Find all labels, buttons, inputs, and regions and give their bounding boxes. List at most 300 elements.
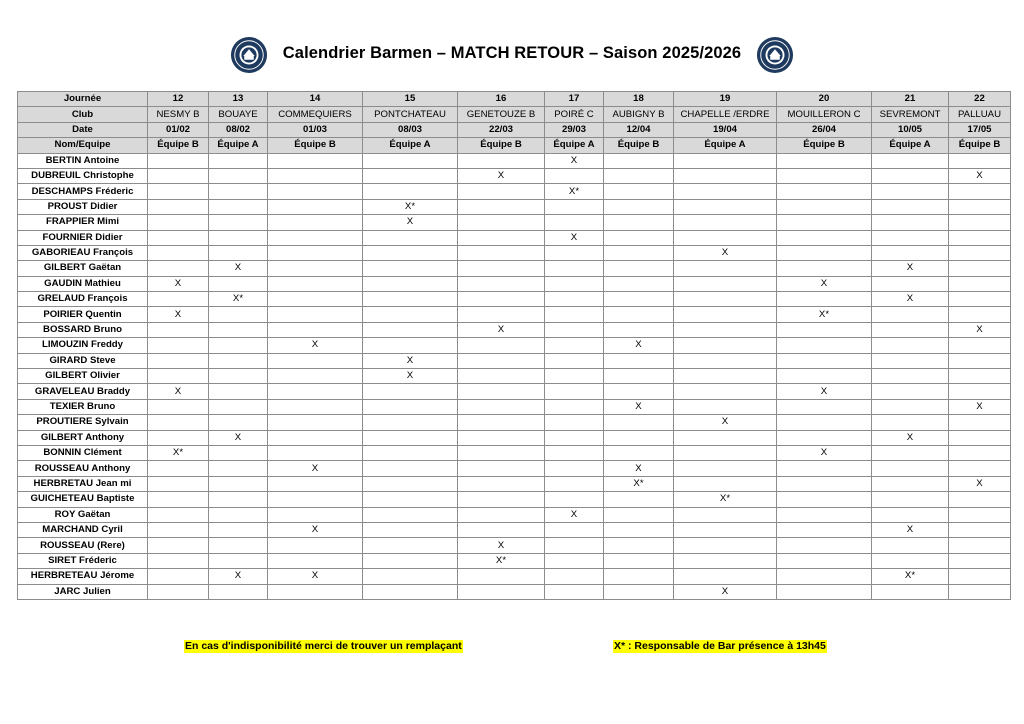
table-row xyxy=(18,492,1011,507)
assignment-cell xyxy=(777,230,872,245)
assignment-cell: X xyxy=(545,507,604,522)
assignment-cell xyxy=(268,399,363,414)
person-name: HERBRETAU Jean mi xyxy=(18,476,148,491)
assignment-cell xyxy=(777,584,872,599)
assignment-cell xyxy=(545,522,604,537)
assignment-cell xyxy=(949,461,1011,476)
assignment-cell xyxy=(949,522,1011,537)
assignment-cell xyxy=(209,276,268,291)
assignment-cell xyxy=(363,584,458,599)
assignment-cell xyxy=(363,461,458,476)
assignment-cell xyxy=(777,538,872,553)
assignment-cell xyxy=(363,292,458,307)
assignment-cell xyxy=(148,369,209,384)
match-date: 10/05 xyxy=(872,122,949,137)
assignment-cell xyxy=(949,153,1011,168)
assignment-cell xyxy=(268,369,363,384)
assignment-cell xyxy=(777,199,872,214)
assignment-cell xyxy=(949,538,1011,553)
assignment-cell: X* xyxy=(674,492,777,507)
assignment-cell xyxy=(458,338,545,353)
assignment-cell xyxy=(674,399,777,414)
assignment-cell xyxy=(209,153,268,168)
assignment-cell xyxy=(604,168,674,183)
assignment-cell xyxy=(949,353,1011,368)
assignment-cell xyxy=(148,430,209,445)
table-row xyxy=(18,415,1011,430)
club-name: COMMEQUIERS xyxy=(268,107,363,122)
assignment-cell xyxy=(604,430,674,445)
assignment-cell xyxy=(949,369,1011,384)
assignment-cell xyxy=(268,553,363,568)
assignment-cell xyxy=(545,353,604,368)
assignment-cell xyxy=(363,307,458,322)
assignment-cell: X xyxy=(777,384,872,399)
person-name: FRAPPIER Mimi xyxy=(18,215,148,230)
assignment-cell xyxy=(458,184,545,199)
assignment-cell xyxy=(268,199,363,214)
assignment-cell xyxy=(268,184,363,199)
assignment-cell xyxy=(268,492,363,507)
assignment-cell xyxy=(148,507,209,522)
match-date: 01/03 xyxy=(268,122,363,137)
assignment-cell: X xyxy=(777,445,872,460)
assignment-cell xyxy=(545,307,604,322)
assignment-cell xyxy=(148,153,209,168)
assignment-cell xyxy=(949,569,1011,584)
assignment-cell xyxy=(604,153,674,168)
table-row xyxy=(18,168,1011,183)
schedule-table xyxy=(17,91,1011,600)
person-name: ROUSSEAU (Rere) xyxy=(18,538,148,553)
assignment-cell xyxy=(458,230,545,245)
assignment-cell: X xyxy=(545,153,604,168)
assignment-cell xyxy=(363,476,458,491)
assignment-cell xyxy=(949,199,1011,214)
assignment-cell xyxy=(604,492,674,507)
team-label: Équipe B xyxy=(949,138,1011,153)
club-name: SEVREMONT xyxy=(872,107,949,122)
club-name: POIRÉ C xyxy=(545,107,604,122)
assignment-cell xyxy=(209,553,268,568)
person-name: PROUST Didier xyxy=(18,199,148,214)
assignment-cell xyxy=(268,584,363,599)
table-row xyxy=(18,184,1011,199)
assignment-cell xyxy=(363,492,458,507)
assignment-cell xyxy=(674,522,777,537)
assignment-cell xyxy=(268,507,363,522)
match-date: 26/04 xyxy=(777,122,872,137)
assignment-cell xyxy=(268,476,363,491)
assignment-cell xyxy=(872,168,949,183)
assignment-cell xyxy=(949,338,1011,353)
assignment-cell xyxy=(604,184,674,199)
assignment-cell xyxy=(545,245,604,260)
table-row xyxy=(18,461,1011,476)
assignment-cell xyxy=(872,353,949,368)
assignment-cell xyxy=(268,415,363,430)
assignment-cell: X xyxy=(674,245,777,260)
assignment-cell xyxy=(949,292,1011,307)
assignment-cell xyxy=(458,461,545,476)
person-name: DUBREUIL Christophe xyxy=(18,168,148,183)
assignment-cell xyxy=(777,476,872,491)
assignment-cell xyxy=(674,384,777,399)
assignment-cell xyxy=(872,476,949,491)
match-date: 22/03 xyxy=(458,122,545,137)
assignment-cell xyxy=(458,522,545,537)
assignment-cell: X* xyxy=(545,184,604,199)
assignment-cell xyxy=(268,153,363,168)
assignment-cell xyxy=(777,261,872,276)
assignment-cell xyxy=(674,538,777,553)
assignment-cell: X xyxy=(872,292,949,307)
table-row xyxy=(18,276,1011,291)
club-name: CHAPELLE /ERDRE xyxy=(674,107,777,122)
assignment-cell xyxy=(604,538,674,553)
assignment-cell xyxy=(148,168,209,183)
assignment-cell xyxy=(545,384,604,399)
club-name: AUBIGNY B xyxy=(604,107,674,122)
assignment-cell xyxy=(949,415,1011,430)
assignment-cell: X xyxy=(148,307,209,322)
assignment-cell: X xyxy=(949,168,1011,183)
assignment-cell xyxy=(209,538,268,553)
assignment-cell xyxy=(604,384,674,399)
table-row xyxy=(18,522,1011,537)
table-row xyxy=(18,538,1011,553)
assignment-cell xyxy=(674,168,777,183)
assignment-cell: X xyxy=(872,261,949,276)
journee-number: 21 xyxy=(872,92,949,107)
assignment-cell xyxy=(872,553,949,568)
person-name: ROY Gaëtan xyxy=(18,507,148,522)
match-date: 29/03 xyxy=(545,122,604,137)
assignment-cell xyxy=(872,199,949,214)
person-name: GILBERT Gaëtan xyxy=(18,261,148,276)
assignment-cell xyxy=(545,430,604,445)
assignment-cell xyxy=(148,415,209,430)
assignment-cell xyxy=(604,292,674,307)
assignment-cell xyxy=(458,153,545,168)
person-name: BERTIN Antoine xyxy=(18,153,148,168)
table-row xyxy=(18,245,1011,260)
assignment-cell xyxy=(268,261,363,276)
assignment-cell xyxy=(604,230,674,245)
club-label: Club xyxy=(18,107,148,122)
assignment-cell: X xyxy=(148,384,209,399)
assignment-cell xyxy=(604,353,674,368)
assignment-cell xyxy=(363,322,458,337)
person-name: GUICHETEAU Baptiste xyxy=(18,492,148,507)
assignment-cell xyxy=(209,184,268,199)
assignment-cell: X xyxy=(674,415,777,430)
assignment-cell xyxy=(458,353,545,368)
journee-number: 19 xyxy=(674,92,777,107)
table-row xyxy=(18,553,1011,568)
assignment-cell xyxy=(545,569,604,584)
assignment-cell xyxy=(209,322,268,337)
assignment-cell xyxy=(363,230,458,245)
assignment-cell xyxy=(949,445,1011,460)
table-row xyxy=(18,430,1011,445)
assignment-cell xyxy=(458,261,545,276)
assignment-cell xyxy=(209,245,268,260)
assignment-cell xyxy=(363,276,458,291)
assignment-cell: X xyxy=(949,399,1011,414)
assignment-cell xyxy=(545,399,604,414)
assignment-cell xyxy=(545,292,604,307)
assignment-cell xyxy=(458,492,545,507)
team-label: Équipe B xyxy=(268,138,363,153)
assignment-cell xyxy=(949,384,1011,399)
assignment-cell xyxy=(949,276,1011,291)
assignment-cell xyxy=(604,445,674,460)
assignment-cell xyxy=(209,230,268,245)
assignment-cell xyxy=(209,445,268,460)
journee-number: 17 xyxy=(545,92,604,107)
assignment-cell xyxy=(777,553,872,568)
assignment-cell xyxy=(545,461,604,476)
journee-number: 22 xyxy=(949,92,1011,107)
assignment-cell xyxy=(209,199,268,214)
assignment-cell: X xyxy=(363,353,458,368)
assignment-cell xyxy=(674,369,777,384)
journee-row xyxy=(18,92,1011,107)
table-row xyxy=(18,476,1011,491)
assignment-cell xyxy=(209,584,268,599)
team-label: Équipe B xyxy=(777,138,872,153)
assignment-cell xyxy=(777,569,872,584)
assignment-cell xyxy=(604,245,674,260)
person-name: SIRET Fréderic xyxy=(18,553,148,568)
assignment-cell: X xyxy=(458,168,545,183)
assignment-cell xyxy=(777,153,872,168)
assignment-cell xyxy=(148,322,209,337)
table-row xyxy=(18,322,1011,337)
assignment-cell xyxy=(777,492,872,507)
team-label: Équipe A xyxy=(363,138,458,153)
assignment-cell xyxy=(268,430,363,445)
person-name: JARC Julien xyxy=(18,584,148,599)
assignment-cell xyxy=(777,184,872,199)
assignment-cell xyxy=(777,507,872,522)
assignment-cell xyxy=(545,445,604,460)
assignment-cell xyxy=(458,369,545,384)
assignment-cell: X xyxy=(604,399,674,414)
club-name: MOUILLERON C xyxy=(777,107,872,122)
assignment-cell xyxy=(148,245,209,260)
assignment-cell xyxy=(674,307,777,322)
assignment-cell xyxy=(872,507,949,522)
club-name: GENETOUZE B xyxy=(458,107,545,122)
page-header xyxy=(0,36,1024,78)
assignment-cell xyxy=(363,445,458,460)
assignment-cell xyxy=(674,276,777,291)
assignment-cell xyxy=(363,384,458,399)
assignment-cell xyxy=(458,215,545,230)
assignment-cell xyxy=(268,353,363,368)
assignment-cell xyxy=(604,415,674,430)
assignment-cell xyxy=(674,215,777,230)
assignment-cell xyxy=(949,245,1011,260)
assignment-cell xyxy=(148,215,209,230)
assignment-cell xyxy=(872,399,949,414)
assignment-cell xyxy=(604,522,674,537)
assignment-cell xyxy=(148,476,209,491)
match-date: 17/05 xyxy=(949,122,1011,137)
person-name: ROUSSEAU Anthony xyxy=(18,461,148,476)
match-date: 19/04 xyxy=(674,122,777,137)
assignment-cell xyxy=(148,399,209,414)
assignment-cell: X xyxy=(268,338,363,353)
assignment-cell xyxy=(604,584,674,599)
assignment-cell xyxy=(458,569,545,584)
assignment-cell xyxy=(777,292,872,307)
assignment-cell xyxy=(545,415,604,430)
assignment-cell xyxy=(148,338,209,353)
person-name: GABORIEAU François xyxy=(18,245,148,260)
date-row xyxy=(18,122,1011,137)
match-date: 12/04 xyxy=(604,122,674,137)
journee-label: Journée xyxy=(18,92,148,107)
assignment-cell: X xyxy=(949,322,1011,337)
assignment-cell xyxy=(458,507,545,522)
assignment-cell xyxy=(949,184,1011,199)
table-row xyxy=(18,353,1011,368)
assignment-cell xyxy=(545,199,604,214)
person-name: POIRIER Quentin xyxy=(18,307,148,322)
assignment-cell: X xyxy=(268,461,363,476)
assignment-cell xyxy=(209,168,268,183)
assignment-cell: X xyxy=(363,369,458,384)
assignment-cell xyxy=(268,384,363,399)
assignment-cell xyxy=(872,215,949,230)
assignment-cell xyxy=(777,215,872,230)
assignment-cell: X xyxy=(268,569,363,584)
assignment-cell xyxy=(458,430,545,445)
table-row xyxy=(18,507,1011,522)
table-row xyxy=(18,338,1011,353)
assignment-cell xyxy=(148,184,209,199)
person-name: GAUDIN Mathieu xyxy=(18,276,148,291)
match-date: 08/02 xyxy=(209,122,268,137)
team-label: Équipe A xyxy=(545,138,604,153)
assignment-cell xyxy=(545,584,604,599)
assignment-cell xyxy=(604,553,674,568)
assignment-cell: X xyxy=(777,276,872,291)
club-name: NESMY B xyxy=(148,107,209,122)
assignment-cell xyxy=(209,522,268,537)
assignment-cell xyxy=(148,353,209,368)
assignment-cell xyxy=(545,492,604,507)
assignment-cell xyxy=(545,553,604,568)
assignment-cell xyxy=(148,522,209,537)
assignment-cell: X xyxy=(209,430,268,445)
assignment-cell xyxy=(872,338,949,353)
nom-equipe-label: Nom/Equipe xyxy=(18,138,148,153)
assignment-cell xyxy=(363,399,458,414)
assignment-cell xyxy=(872,184,949,199)
assignment-cell xyxy=(363,538,458,553)
assignment-cell xyxy=(604,307,674,322)
assignment-cell xyxy=(209,307,268,322)
journee-number: 12 xyxy=(148,92,209,107)
assignment-cell xyxy=(148,292,209,307)
assignment-cell: X* xyxy=(209,292,268,307)
table-row xyxy=(18,215,1011,230)
assignment-cell xyxy=(674,184,777,199)
journee-number: 15 xyxy=(363,92,458,107)
assignment-cell xyxy=(949,507,1011,522)
club-name: PALLUAU xyxy=(949,107,1011,122)
assignment-cell xyxy=(674,461,777,476)
team-label: Équipe A xyxy=(872,138,949,153)
assignment-cell xyxy=(268,445,363,460)
assignment-cell xyxy=(148,538,209,553)
table-row xyxy=(18,369,1011,384)
journee-number: 14 xyxy=(268,92,363,107)
assignment-cell xyxy=(872,538,949,553)
assignment-cell xyxy=(604,369,674,384)
assignment-cell xyxy=(545,322,604,337)
assignment-cell: X xyxy=(674,584,777,599)
person-name: BOSSARD Bruno xyxy=(18,322,148,337)
journee-number: 20 xyxy=(777,92,872,107)
assignment-cell xyxy=(268,322,363,337)
assignment-cell xyxy=(148,461,209,476)
assignment-cell xyxy=(458,399,545,414)
assignment-cell xyxy=(458,292,545,307)
assignment-cell xyxy=(777,461,872,476)
assignment-cell xyxy=(148,553,209,568)
assignment-cell xyxy=(604,199,674,214)
table-row xyxy=(18,445,1011,460)
assignment-cell xyxy=(458,476,545,491)
assignment-cell: X xyxy=(604,338,674,353)
replacement-note: En cas d'indisponibilité merci de trouver un remplaçant xyxy=(185,640,462,652)
assignment-cell xyxy=(674,322,777,337)
team-label: Équipe B xyxy=(148,138,209,153)
person-name: BONNIN Clément xyxy=(18,445,148,460)
club-name: PONTCHATEAU xyxy=(363,107,458,122)
assignment-cell xyxy=(148,584,209,599)
table-row xyxy=(18,584,1011,599)
assignment-cell xyxy=(363,168,458,183)
assignment-cell xyxy=(872,153,949,168)
club-logo-right xyxy=(756,36,794,74)
assignment-cell xyxy=(148,492,209,507)
assignment-cell xyxy=(777,353,872,368)
person-name: MARCHAND Cyril xyxy=(18,522,148,537)
assignment-cell xyxy=(209,338,268,353)
assignment-cell xyxy=(949,307,1011,322)
assignment-cell xyxy=(268,307,363,322)
bar-responsible-legend: X* : Responsable de Bar présence à 13h45 xyxy=(614,640,826,652)
assignment-cell xyxy=(949,492,1011,507)
assignment-cell xyxy=(209,384,268,399)
assignment-cell xyxy=(872,369,949,384)
assignment-cell: X* xyxy=(777,307,872,322)
assignment-cell xyxy=(545,538,604,553)
club-logo-left xyxy=(230,36,268,74)
assignment-cell: X xyxy=(363,215,458,230)
assignment-cell xyxy=(949,215,1011,230)
assignment-cell xyxy=(458,445,545,460)
assignment-cell xyxy=(458,584,545,599)
team-label: Équipe B xyxy=(604,138,674,153)
assignment-cell xyxy=(674,353,777,368)
